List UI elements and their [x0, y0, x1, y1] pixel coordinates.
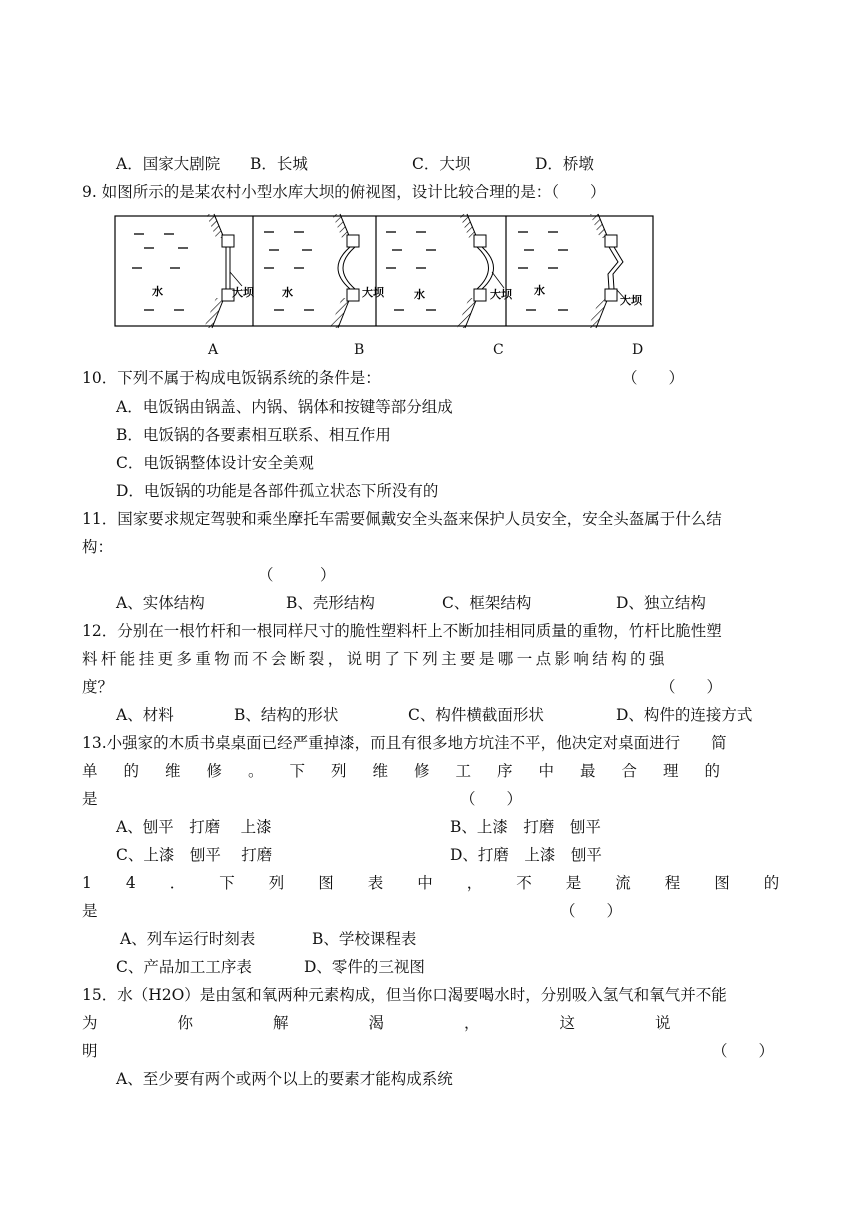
q13-stem-line1: 13.小强家的木质书桌桌面已经严重掉漆，而且有很多地方坑洼不平，他决定对桌面进行 简 [82, 734, 727, 752]
dam-top-view-figure [114, 210, 654, 330]
q13-option-d: D、打磨 上漆 刨平 [450, 846, 602, 864]
panel-d-angled-dam [518, 214, 626, 328]
q15-stem-line1: 15．水（H2O）是由氢和氧两种元素构成，但当你口渴要喝水时，分别吸入氢气和氧气并不能 [82, 986, 727, 1004]
q12-stem-line3: 度？ [82, 678, 114, 696]
q13-stem-line2: 单的维修。下列维修工序中最合理的 [82, 762, 747, 780]
q13-option-a: A、刨平 打磨 上漆 [116, 818, 272, 836]
q12-option-b: B、结构的形状 [234, 706, 339, 724]
q10-answer-paren: （ ） [622, 369, 685, 387]
q13-option-c: C、上漆 刨平 打磨 [116, 846, 273, 864]
figure-caption-b: B [354, 342, 365, 358]
water-label-c: 水 [414, 288, 425, 301]
q15-stem-line2: 为你解渴，这说 [82, 1014, 751, 1032]
panel-b-arch-dam [264, 214, 359, 328]
q8-option-c: C．大坝 [412, 155, 471, 173]
dam-label-c: 大坝 [490, 288, 512, 301]
q10-option-b: B．电饭锅的各要素相互联系、相互作用 [116, 426, 391, 444]
q11-option-d: D、独立结构 [616, 594, 706, 612]
q13-option-b: B、上漆 打磨 刨平 [450, 818, 601, 836]
water-label-a: 水 [152, 285, 163, 298]
figure-caption-a: A [208, 342, 219, 358]
dam-label-d: 大坝 [620, 294, 642, 307]
q13-stem-line3: 是 [82, 790, 98, 808]
water-label-b: 水 [282, 286, 293, 299]
q14-option-c: C、产品加工工序表 [116, 958, 252, 976]
q15-stem-line3: 明 [82, 1042, 98, 1060]
q14-answer-paren: （ ） [560, 902, 623, 920]
q15-answer-paren: （ ） [712, 1042, 775, 1060]
q15-option-a: A、至少要有两个或两个以上的要素才能构成系统 [116, 1070, 453, 1088]
q12-stem-line1: 12．分别在一根竹杆和一根同样尺寸的脆性塑料杆上不断加挂相同质量的重物，竹杆比脆性塑 [82, 622, 722, 640]
water-label-d: 水 [534, 284, 545, 297]
q14-option-a: A、列车运行时刻表 [120, 930, 256, 948]
q12-option-a: A、材料 [116, 706, 174, 724]
q12-stem-line2: 料杆能挂更多重物而不会断裂，说明了下列主要是哪一点影响结构的强 [82, 650, 668, 668]
q11-option-a: A、实体结构 [116, 594, 205, 612]
q10-option-a: A．电饭锅由锅盖、内锅、锅体和按键等部分组成 [116, 398, 453, 416]
q14-option-d: D、零件的三视图 [304, 958, 425, 976]
q10-option-c: C．电饭锅整体设计安全美观 [116, 454, 314, 472]
panel-c-arch-dam [386, 214, 504, 328]
q8-option-b: B．长城 [250, 155, 308, 173]
q11-option-c: C、框架结构 [442, 594, 532, 612]
q11-option-b: B、壳形结构 [286, 594, 375, 612]
q12-answer-paren: （ ） [660, 678, 723, 696]
figure-caption-c: C [493, 342, 504, 358]
q8-option-a: A．国家大剧院 [116, 155, 221, 173]
q10-option-d: D．电饭锅的功能是各部件孤立状态下所没有的 [116, 482, 439, 500]
q11-stem-line2: 构： [82, 538, 114, 556]
dam-label-b: 大坝 [362, 286, 384, 299]
figure-caption-d: D [632, 342, 644, 358]
q14-stem-line2: 是 [82, 902, 98, 920]
q10-stem: 10．下列不属于构成电饭锅系统的条件是： [82, 369, 381, 387]
figure-frame [115, 216, 653, 326]
q11-stem-line1: 11．国家要求规定驾驶和乘坐摩托车需要佩戴安全头盔来保护人员安全，安全头盔属于什么结 [82, 510, 722, 528]
q8-option-d: D．桥墩 [535, 155, 594, 173]
panel-a-straight-dam [132, 214, 242, 328]
q12-option-d: D、构件的连接方式 [616, 706, 753, 724]
q12-option-c: C、构件横截面形状 [408, 706, 544, 724]
q9-stem: 9. 如图所示的是某农村小型水库大坝的俯视图，设计比较合理的是：（ ） [82, 183, 606, 201]
q13-answer-paren: （ ） [460, 790, 523, 808]
dam-label-a: 大坝 [232, 286, 254, 299]
q11-answer-paren: （ ） [258, 566, 336, 584]
q14-option-b: B、学校课程表 [312, 930, 417, 948]
q14-stem-line1: 14．下列图表中，不是流程图的 [82, 874, 814, 892]
